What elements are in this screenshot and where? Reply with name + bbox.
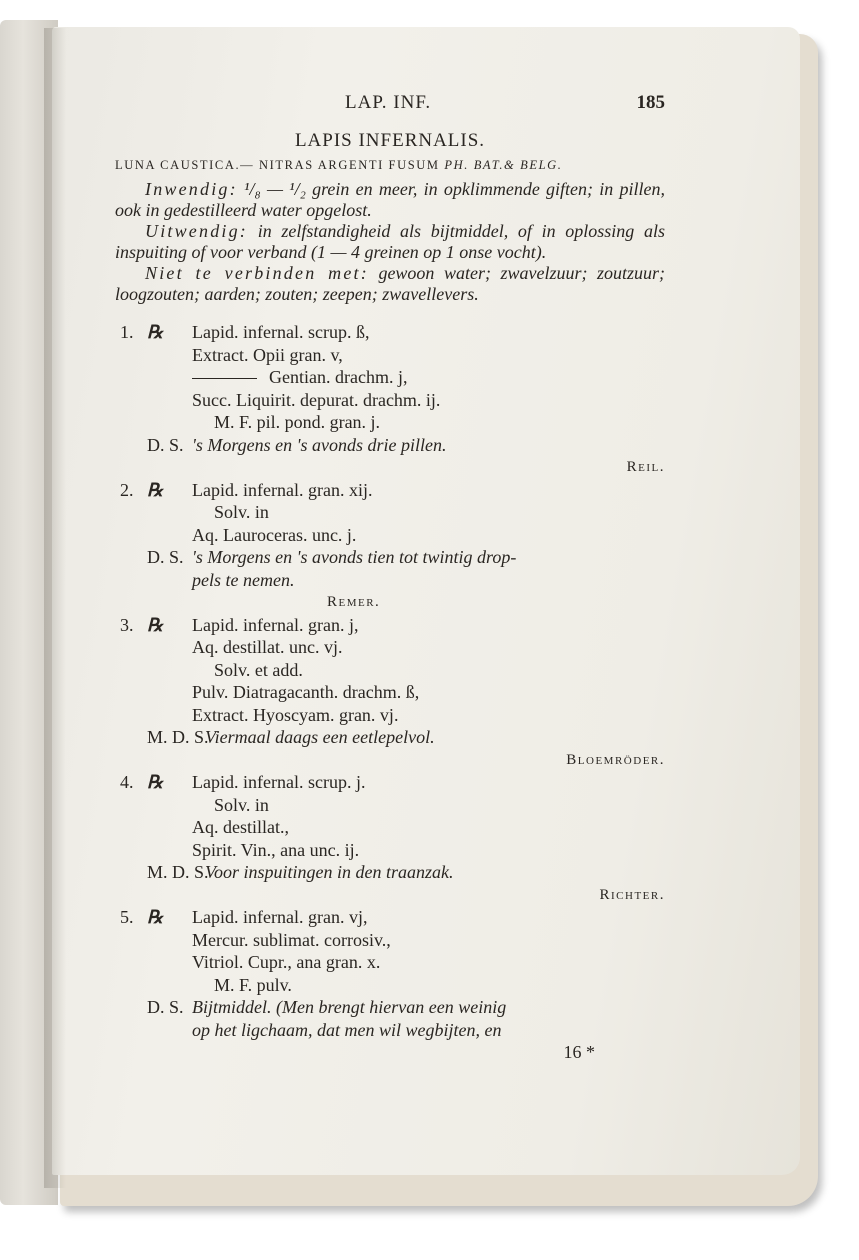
ingredient: Aq. destillat. unc. vj. xyxy=(192,637,343,657)
internal-use xyxy=(115,179,665,221)
page-number: 185 xyxy=(636,92,665,113)
ingredient: Aq. Lauroceras. unc. j. xyxy=(192,524,357,545)
ingredient: Extract. Opii gran. v, xyxy=(192,344,343,365)
ingredient: Aq. destillat., xyxy=(192,817,289,837)
printer-signature: 16 * xyxy=(563,1042,595,1062)
page-text xyxy=(115,92,665,1064)
spine-shadow xyxy=(44,28,66,1188)
rx-icon: ℞ xyxy=(147,907,164,927)
author: Remer. xyxy=(327,594,381,610)
ds-label: M. D. S. xyxy=(147,862,209,882)
ingredient: Gentian. drachm. j, xyxy=(269,367,408,387)
ingredient: Mercur. sublimat. corrosiv., xyxy=(192,929,391,950)
synonyms xyxy=(115,158,665,173)
ingredient: Succ. Liquirit. depurat. drachm. ij. xyxy=(192,389,441,410)
ingredient: Extract. Hyoscyam. gran. vj. xyxy=(192,704,399,725)
internal-use-text: ¹/₈ — ¹/₂ grein en meer, in opklimmende giften; in pillen, ook in gedestilleerd water opgelost. xyxy=(115,179,666,220)
ingredient: Lapid. infernal. scrup. j. xyxy=(192,772,366,792)
external-use-text: in zelfstandigheid als bijtmiddel, of in oplossing als inspuiting of voor verband (1 — 4 greinen op 1 onse vocht). xyxy=(115,221,665,262)
recipe-5 xyxy=(115,906,665,1064)
ds-label: D. S. xyxy=(147,997,184,1017)
ds-text: 's Morgens en 's avonds drie pillen. xyxy=(192,434,447,455)
recipe-4 xyxy=(115,771,665,906)
ingredient: Solv. et add. xyxy=(214,659,303,680)
ds-text-continued: pels te nemen. xyxy=(192,569,295,590)
rx-icon: ℞ xyxy=(147,772,164,792)
recipe-number: 4. xyxy=(120,772,134,792)
ingredient: Solv. in xyxy=(214,502,269,522)
synonyms-text: LUNA CAUSTICA.— NITRAS ARGENTI FUSUM xyxy=(115,158,440,172)
internal-use-label: Inwendig: xyxy=(145,179,238,199)
recipe-number: 2. xyxy=(120,479,134,500)
ingredient: Pulv. Diatragacanth. drachm. ß, xyxy=(192,682,420,702)
recipe-3 xyxy=(115,614,665,772)
ds-label: D. S. xyxy=(147,547,184,567)
author: Richter. xyxy=(599,886,665,903)
rx-icon: ℞ xyxy=(147,322,164,342)
recipe-number: 3. xyxy=(120,614,134,635)
ds-text-continued: op het ligchaam, dat men wil wegbijten, en xyxy=(192,1019,502,1040)
ds-text: Viermaal daags een eetlepelvol. xyxy=(205,727,435,747)
ds-text: Voor inspuitingen in den traanzak. xyxy=(205,862,454,882)
author: Reil. xyxy=(626,459,665,475)
ditto-dash xyxy=(192,378,257,379)
ingredient: Lapid. infernal. gran. vj, xyxy=(192,907,368,927)
rx-icon: ℞ xyxy=(147,614,164,635)
author: Bloemröder. xyxy=(566,751,665,768)
ingredient: Lapid. infernal. gran. j, xyxy=(192,614,359,635)
recipe-1 xyxy=(115,321,665,479)
running-head: LAP. INF. xyxy=(345,92,432,113)
ingredient-ditto xyxy=(192,366,407,389)
ingredient: M. F. pulv. xyxy=(214,974,292,995)
recipe-number: 1. xyxy=(120,322,134,342)
incompatibilities-text: gewoon water; zwavelzuur; zoutzuur; loogzouten; aarden; zouten; zeepen; zwavellevers. xyxy=(115,263,665,304)
section-title: LAPIS INFERNALIS. xyxy=(294,130,486,151)
external-use-label: Uitwendig: xyxy=(145,221,248,241)
incompatibilities xyxy=(115,263,665,305)
recipe-number: 5. xyxy=(120,907,134,927)
rx-icon: ℞ xyxy=(147,479,164,500)
page-header xyxy=(115,92,665,122)
ingredient: Lapid. infernal. gran. xij. xyxy=(192,479,373,500)
ds-label: M. D. S. xyxy=(147,727,209,747)
ingredient: M. F. pil. pond. gran. j. xyxy=(214,412,381,432)
ingredient: Lapid. infernal. scrup. ß, xyxy=(192,322,370,342)
ds-text: Bijtmiddel. (Men brengt hiervan een weinig xyxy=(192,997,507,1017)
pharmacopoeia-ref: PH. BAT.& BELG. xyxy=(444,158,563,172)
ds-text: 's Morgens en 's avonds tien tot twintig drop- xyxy=(192,547,517,567)
recipe-2 xyxy=(115,479,665,614)
ingredient: Solv. in xyxy=(214,794,269,815)
external-use xyxy=(115,221,665,263)
incompatibilities-label: Niet te verbinden met: xyxy=(145,263,369,283)
ingredient: Spirit. Vin., ana unc. ij. xyxy=(192,839,360,860)
ingredient: Vitriol. Cupr., ana gran. x. xyxy=(192,952,381,972)
ds-label: D. S. xyxy=(147,434,184,455)
